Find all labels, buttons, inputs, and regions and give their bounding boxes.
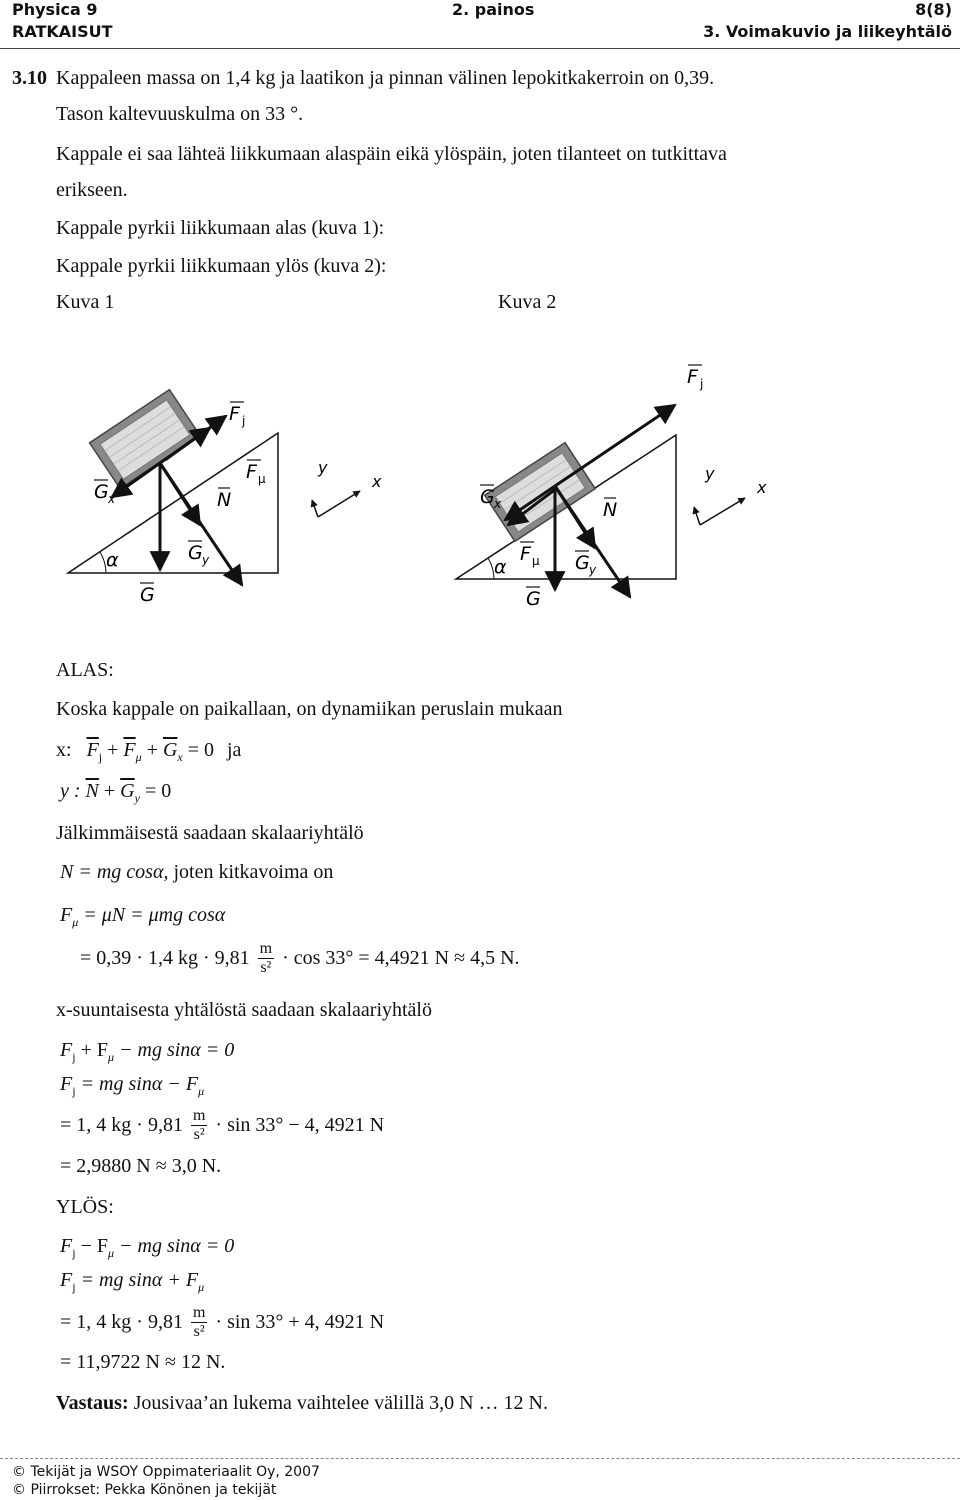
ylos-eq-1-tail: − mg sinα = 0	[119, 1235, 235, 1257]
problem-line-2: Tason kaltevuuskulma on 33 °.	[56, 103, 304, 125]
eq-x-tail: = 0	[187, 739, 214, 761]
figure-2	[456, 365, 767, 610]
label-N-2: N	[603, 499, 618, 521]
axis-x-1	[318, 491, 360, 517]
book-title: Physica 9	[12, 0, 98, 19]
ylos-calc-a: = 1, 4 kg · 9,81	[60, 1311, 183, 1333]
eq-N: N = mg cosα, joten kitkavoima on	[60, 861, 334, 883]
eq-N-rhs: = mg cosα,	[78, 861, 169, 883]
problem-line-4: erikseen.	[56, 179, 128, 201]
label-Fj-2: F	[687, 366, 698, 388]
label-G-2: G	[526, 588, 541, 610]
eq-y-tail: = 0	[144, 780, 172, 802]
label-Fmu-2: F	[520, 543, 531, 565]
label-Gx-sub-2: x	[494, 497, 502, 511]
eq-Fmu: $F_\mu = \mu N = \mu mg$ cosα	[60, 904, 226, 929]
case-down: Kappale pyrkii liikkumaan alas (kuva 1):	[56, 217, 385, 239]
figure-1-title: Kuva 1	[56, 291, 115, 313]
scalar-intro: Jälkimmäisestä saadaan skalaariyhtälö	[56, 822, 364, 844]
eq-Fmu-rhs: = μN = μmg cosα	[83, 904, 226, 926]
label-Gy-sub-1: y	[202, 553, 210, 567]
problem-line-3: Kappale ei saa lähteä liikkumaan alaspäin eikä ylöspäin, joten tilanteet on tutkittava	[56, 143, 727, 165]
answer	[56, 1393, 548, 1413]
label-y-1: y	[318, 458, 328, 477]
label-Fj-1: F	[229, 403, 240, 425]
ylos-calc	[60, 1302, 384, 1342]
problem-line-1: Kappaleen massa on 1,4 kg ja laatikon ja pinnan välinen lepokitkakerroin on 0,39.	[56, 67, 715, 89]
ylos-result: = 11,9722 N ≈ 12 N.	[60, 1351, 226, 1373]
alas-eq-2: $F_j$ = mg $\sin\alpha - F_\mu$	[60, 1073, 205, 1098]
axis-y-1	[312, 500, 318, 517]
label-Gx-1: G	[94, 481, 109, 503]
ylos-eq-2: $F_j$ = mg $\sin\alpha + F_\mu$	[60, 1269, 205, 1294]
page-number: 8(8)	[915, 0, 952, 19]
figure-2-title: Kuva 2	[498, 291, 557, 313]
alas-calc	[60, 1105, 384, 1145]
axis-y-2	[694, 507, 700, 525]
label-Fmu-1: F	[246, 461, 257, 483]
eq-y-prefix: y :	[60, 780, 81, 802]
alas-heading: ALAS:	[56, 659, 114, 681]
unit-fraction-1: $\frac{m}{\text{s²}}$	[259, 939, 273, 976]
label-alpha-2: α	[494, 556, 507, 578]
eq-x-ja: ja	[227, 739, 242, 761]
ylos-heading: YLÖS:	[56, 1196, 114, 1218]
alas-calc-a: = 1, 4 kg · 9,81	[60, 1114, 183, 1136]
label-y-2: y	[705, 464, 715, 483]
fmu-calc-b: · cos 33° = 4,4921 N ≈ 4,5 N.	[282, 947, 520, 969]
force-diagrams	[0, 345, 960, 625]
alas-result: = 2,9880 N ≈ 3,0 N.	[60, 1155, 222, 1177]
ylos-calc-b: · sin 33° + 4, 4921 N	[215, 1311, 385, 1333]
alas-eq-1-tail: − mg sinα = 0	[119, 1039, 235, 1061]
ylos-eq-2-rhs: = mg sinα + F	[80, 1269, 199, 1291]
case-up: Kappale pyrkii liikkumaan ylös (kuva 2):	[56, 255, 387, 277]
label-Fmu-sub-2: μ	[532, 554, 540, 568]
label-alpha-1: α	[106, 549, 119, 571]
footer-divider	[0, 1458, 960, 1459]
eq-y: y : $\overline{N} + \overline{G}_y = 0$	[60, 780, 172, 805]
footer-line-2: © Piirrokset: Pekka Könönen ja tekijät	[12, 1482, 277, 1498]
fmu-calc-a: = 0,39 · 1,4 kg · 9,81	[80, 947, 250, 969]
label-N-1: N	[217, 489, 232, 511]
footer-line-1: © Tekijät ja WSOY Oppimateriaalit Oy, 2007	[12, 1464, 320, 1480]
header-divider	[0, 48, 960, 49]
problem-number: 3.10	[12, 67, 47, 89]
alas-eq-2-rhs: = mg sinα − F	[80, 1073, 199, 1095]
alas-eq-1: $F_j + F_\mu$ − mg sinα = 0	[60, 1039, 235, 1064]
answer-label: Vastaus:	[56, 1392, 129, 1414]
unit-fraction-2: $\frac{m}{\text{s²}}$	[192, 1106, 206, 1143]
unit-fraction-3: $\frac{m}{\text{s²}}$	[192, 1303, 206, 1340]
label-Fj-sub-1: j	[242, 414, 246, 428]
answer-text: Jousivaa’an lukema vaihtelee välillä 3,0 N … 12 N.	[133, 1392, 548, 1414]
eq-x: x: $\overline{F}_j + \overline{F}_\mu + \overline{G}_x = 0$ ja	[56, 739, 242, 764]
ylos-eq-1: $F_j - F_\mu$ − mg sinα = 0	[60, 1235, 235, 1260]
figure-1	[68, 390, 382, 606]
label-x-1: x	[372, 472, 382, 491]
label-Gy-2: G	[575, 552, 590, 574]
axis-x-2	[700, 498, 745, 525]
label-Gy-sub-2: y	[589, 563, 597, 577]
x-intro: x-suuntaisesta yhtälöstä saadaan skalaariyhtälö	[56, 999, 432, 1021]
label-Fmu-sub-1: μ	[258, 472, 266, 486]
eq-x-prefix: x:	[56, 739, 72, 761]
label-Gy-1: G	[188, 542, 203, 564]
alas-intro: Koska kappale on paikallaan, on dynamiikan peruslain mukaan	[56, 698, 563, 720]
label-x-2: x	[757, 478, 767, 497]
label-Gx-2: G	[480, 486, 495, 508]
label-G-1: G	[140, 584, 155, 606]
section-title: RATKAISUT	[12, 22, 113, 41]
label-Fj-sub-2: j	[700, 377, 704, 391]
edition: 2. painos	[452, 0, 535, 19]
eq-Fmu-calc	[80, 938, 520, 978]
chapter-title: 3. Voimakuvio ja liikeyhtälö	[703, 22, 952, 41]
alas-eq-1-mid: + F	[80, 1039, 108, 1061]
ylos-eq-1-mid: − F	[80, 1235, 108, 1257]
label-Gx-sub-1: x	[108, 492, 116, 506]
alas-calc-b: · sin 33° − 4, 4921 N	[215, 1114, 385, 1136]
eq-N-tail: joten kitkavoima on	[173, 861, 334, 883]
